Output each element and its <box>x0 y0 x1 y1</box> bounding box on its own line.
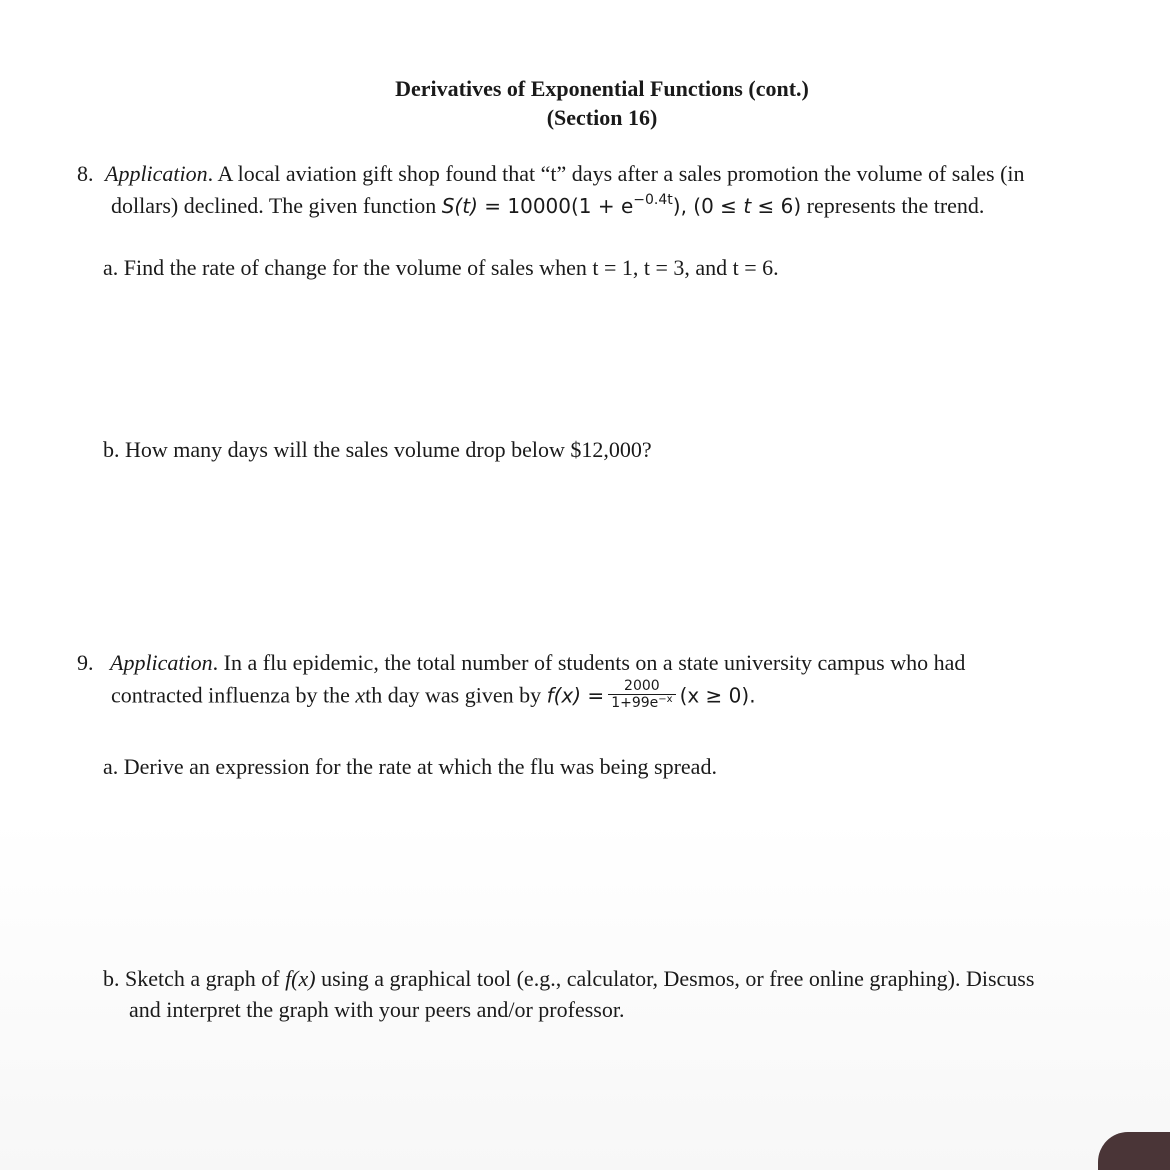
q9-line-2 <box>111 680 756 715</box>
q9-func-domain: (x ≥ 0). <box>679 683 756 708</box>
q9-frac-den-base: 1+99e <box>611 695 659 711</box>
q9-intro: . In a flu epidemic, the total number of students on a state university campus who had <box>212 650 966 675</box>
q8-label: Application <box>105 161 208 186</box>
title-section: (Section 16) <box>546 105 658 130</box>
corner-tab <box>1098 1132 1170 1170</box>
q9-part-b-line-2: and interpret the graph with your peers and/or professor. <box>129 997 625 1022</box>
q8-line-2 <box>111 193 984 219</box>
q9-line2-prefix: contracted influenza by the <box>111 682 356 708</box>
q8-part-a: a. Find the rate of change for the volume of sales when t = 1, t = 3, and t = 6. <box>103 255 779 280</box>
q8-formula-eq: = 10000(1 + e <box>477 194 634 218</box>
q9-line-1 <box>77 650 965 676</box>
title-main: Derivatives of Exponential Functions (cont.) <box>395 76 809 101</box>
q9-line2-var: x <box>355 682 366 708</box>
q9-label: Application <box>110 650 213 675</box>
page-title <box>0 74 1170 132</box>
q9-number: 9. <box>77 650 94 675</box>
q9-part-b-func: f(x) <box>285 966 316 991</box>
q8-formula-close: ), (0 ≤ <box>672 194 744 218</box>
q9-frac-num: 2000 <box>608 678 675 695</box>
q9-frac-den-exp: −x <box>658 694 673 705</box>
q8-line2-prefix: dollars) declined. The given function <box>111 193 442 218</box>
q8-formula-t: t <box>743 194 752 218</box>
q8-formula <box>442 194 801 218</box>
q8-number: 8. <box>77 161 94 186</box>
q9-func-eq: = <box>581 683 605 708</box>
q9-part-b-line-1 <box>103 966 1034 992</box>
q9-function <box>547 684 605 708</box>
q8-intro: . A local aviation gift shop found that “t” days after a sales promotion the volume of sales (in <box>207 161 1025 186</box>
q9-func-lhs: f(x) <box>546 683 582 708</box>
q9-part-a: a. Derive an expression for the rate at which the flu was being spread. <box>103 754 717 779</box>
q8-formula-lhs: S(t) <box>441 194 478 218</box>
q9-frac-den <box>608 695 675 713</box>
q8-formula-end: ≤ 6) <box>751 194 802 218</box>
q8-part-b: b. How many days will the sales volume drop below $12,000? <box>103 437 652 462</box>
q9-line2-mid: th day was given by <box>365 682 547 708</box>
q8-line-1 <box>77 161 1025 187</box>
q9-part-b-prefix: b. Sketch a graph of <box>103 966 286 991</box>
q9-fraction <box>608 678 675 713</box>
q8-formula-exp: −0.4t <box>633 192 673 208</box>
q9-part-b-rest: using a graphical tool (e.g., calculator, Desmos, or free online graphing). Discuss <box>315 966 1035 991</box>
q8-line2-suffix: represents the trend. <box>801 193 985 218</box>
